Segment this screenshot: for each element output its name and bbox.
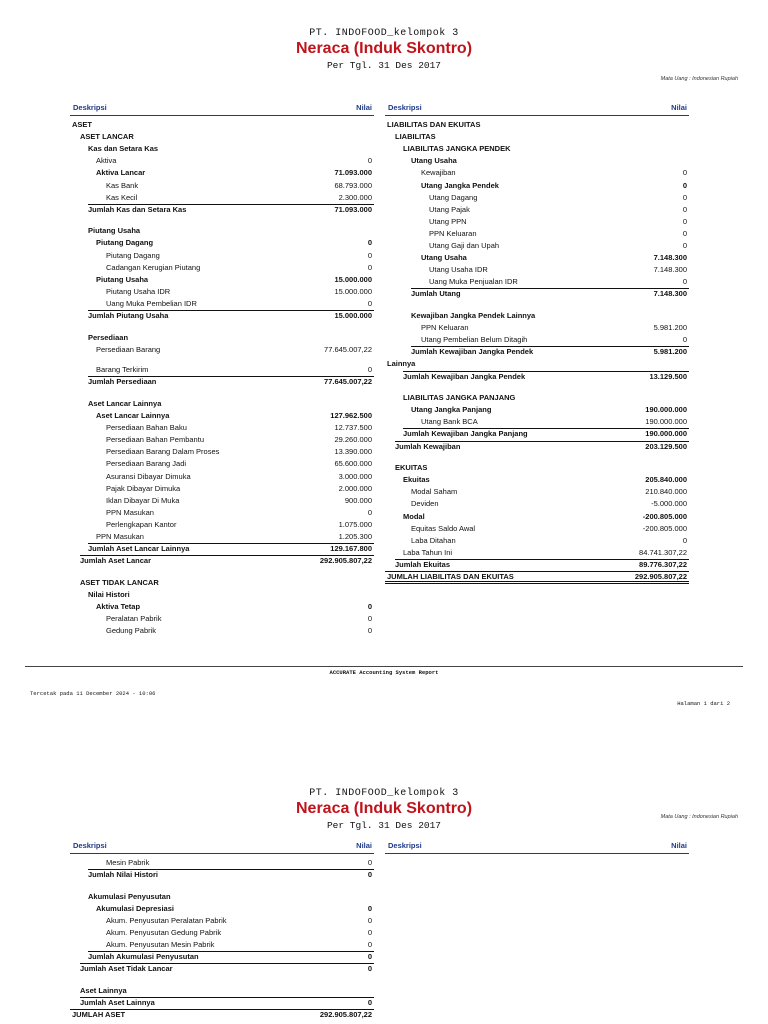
report-row (385, 392, 689, 403)
row-value: 3.000.000 (338, 471, 372, 481)
row-value: 77.645.007,22 (324, 377, 372, 387)
report-row (385, 474, 689, 485)
report-row (70, 519, 374, 530)
row-value: 7.148.300 (653, 253, 687, 263)
row-label: Kas Bank (106, 180, 139, 190)
row-value: 29.260.000 (334, 435, 372, 445)
row-label: ASET TIDAK LANCAR (80, 577, 159, 587)
report-row (70, 237, 374, 248)
row-label: Barang Terkirim (96, 365, 149, 375)
row-value: 0 (367, 870, 372, 880)
row-label: Jumlah Kewajiban Jangka Pendek (403, 371, 526, 381)
report-row (385, 252, 689, 263)
report-date: Per Tgl. 31 Des 2017 (326, 820, 442, 831)
row-value: 1.205.300 (338, 532, 372, 541)
row-label: Utang PPN (429, 216, 467, 226)
right-column-header (385, 103, 689, 116)
row-value: 210.840.000 (645, 487, 687, 497)
report-row (385, 371, 689, 382)
row-value: 84.741.307,22 (639, 547, 687, 557)
report-row (70, 262, 374, 273)
report-row (70, 286, 374, 297)
row-label: Modal Saham (411, 487, 458, 497)
row-label: Jumlah Aset Lainnya (80, 998, 155, 1007)
row-label: Asuransi Dibayar Dimuka (106, 471, 191, 481)
report-row (385, 462, 689, 473)
report-row (70, 398, 374, 409)
row-label: Kewajiban Jangka Pendek Lainnya (411, 311, 536, 320)
row-value: 0 (682, 204, 687, 214)
row-label: Lainnya (387, 359, 416, 369)
value-header: Nilai (356, 841, 372, 850)
row-value: 77.645.007,22 (324, 344, 372, 354)
row-value: 7.148.300 (653, 265, 687, 275)
desc-header: Deskripsi (388, 841, 422, 850)
report-row (70, 410, 374, 421)
row-label: Jumlah Kewajiban Jangka Panjang (403, 429, 528, 439)
row-value: 0 (367, 915, 372, 925)
row-label: LIABILITAS DAN EKUITAS (387, 120, 481, 129)
row-value: 203.129.500 (645, 441, 687, 451)
report-row (70, 891, 374, 902)
value-header: Nilai (671, 841, 687, 850)
row-label: Jumlah Kewajiban (395, 441, 461, 451)
report-row (70, 927, 374, 938)
row-label: Peralatan Pabrik (106, 614, 162, 624)
report-row (70, 180, 374, 191)
row-label: EKUITAS (395, 463, 428, 473)
row-label: Aktiva (96, 156, 117, 166)
report-row (70, 155, 374, 166)
report-row (385, 119, 689, 130)
row-label: Jumlah Nilai Histori (88, 870, 159, 880)
row-label: LIABILITAS JANGKA PANJANG (403, 393, 516, 403)
row-value: 7.148.300 (653, 289, 687, 299)
row-value: 71.093.000 (334, 168, 372, 178)
row-label: Aset Lancar Lainnya (88, 398, 162, 408)
row-label: Utang Usaha (421, 253, 467, 263)
row-label: Jumlah Aset Lancar (80, 556, 151, 566)
report-page-2 (0, 760, 768, 1024)
row-value: 0 (367, 507, 372, 517)
report-row (385, 498, 689, 509)
row-value: 0 (367, 903, 372, 913)
row-value: 0 (367, 602, 372, 611)
row-label: Jumlah Akumulasi Penyusutan (88, 952, 199, 962)
report-row (385, 441, 689, 452)
report-row (385, 571, 689, 582)
company-name: PT. INDOFOOD_kelompok 3 (309, 28, 459, 39)
report-row (70, 857, 374, 868)
row-value: 0 (367, 964, 372, 974)
report-row (70, 250, 374, 261)
row-value: 0 (367, 998, 372, 1007)
report-row (385, 535, 689, 546)
row-value: 0 (367, 365, 372, 375)
row-label: JUMLAH LIABILITAS DAN EKUITAS (387, 572, 514, 581)
row-value: 0 (682, 241, 687, 250)
report-row (70, 915, 374, 926)
footer-divider (25, 666, 743, 667)
report-row (70, 298, 374, 309)
report-row (70, 625, 374, 636)
report-row (70, 471, 374, 482)
report-row (70, 939, 374, 950)
row-value: 71.093.000 (334, 204, 372, 214)
row-label: Persediaan (88, 332, 129, 342)
row-label: PPN Keluaran (421, 323, 469, 333)
report-row (70, 167, 374, 178)
report-row (70, 434, 374, 445)
company-name: PT. INDOFOOD_kelompok 3 (309, 788, 459, 799)
row-value: 0 (682, 192, 687, 202)
report-row (385, 511, 689, 522)
report-row (385, 155, 689, 166)
row-label: Equitas Saldo Awal (411, 523, 476, 533)
row-label: Persediaan Bahan Baku (106, 423, 187, 433)
desc-header: Deskripsi (388, 103, 422, 112)
row-value: 0 (682, 228, 687, 238)
row-label: PPN Masukan (96, 532, 144, 541)
row-value: 1.075.000 (338, 519, 372, 529)
row-value: 0 (367, 614, 372, 624)
report-row (70, 555, 374, 566)
desc-header: Deskripsi (73, 841, 107, 850)
row-value: 0 (367, 928, 372, 937)
report-row (70, 589, 374, 600)
row-value: 0 (682, 535, 687, 545)
row-value: 0 (367, 858, 372, 867)
report-row (385, 240, 689, 251)
left-column-header (70, 841, 374, 854)
row-label: Jumlah Aset Lancar Lainnya (88, 544, 190, 554)
row-label: Utang Bank BCA (421, 417, 478, 427)
report-row (70, 483, 374, 494)
report-row (385, 322, 689, 333)
row-label: ASET (72, 120, 93, 129)
row-value: 0 (367, 940, 372, 950)
row-value: 89.776.307,22 (639, 559, 687, 569)
report-row (70, 274, 374, 285)
row-label: Akumulasi Penyusutan (88, 891, 171, 901)
row-label: Jumlah Kas dan Setara Kas (88, 204, 187, 214)
row-value: 68.793.000 (334, 180, 372, 190)
report-row (385, 228, 689, 239)
report-row (385, 358, 689, 369)
row-value: 292.905.807,22 (319, 556, 372, 566)
report-row (385, 523, 689, 534)
row-value: 15.000.000 (334, 274, 372, 284)
row-label: Utang Pajak (429, 204, 470, 214)
report-row (70, 446, 374, 457)
footer-page-info: Halaman 1 dari 2 (677, 700, 730, 707)
row-label: Utang Jangka Panjang (411, 405, 492, 415)
report-row (70, 119, 374, 130)
row-label: Akumulasi Depresiasi (96, 903, 174, 913)
row-label: Persediaan Barang Jadi (106, 459, 187, 469)
row-label: Jumlah Kewajiban Jangka Pendek (411, 347, 534, 357)
right-column-header (385, 841, 689, 854)
row-label: Kas dan Setara Kas (88, 144, 159, 154)
row-value: -200.805.000 (642, 523, 687, 533)
row-value: 0 (367, 626, 372, 636)
row-label: Utang Dagang (429, 192, 478, 202)
row-value: 292.905.807,22 (319, 1010, 372, 1020)
report-row (70, 458, 374, 469)
row-value: 0 (682, 216, 687, 226)
report-row (70, 543, 374, 554)
row-label: LIABILITAS (395, 132, 436, 142)
row-value: -200.805.000 (642, 511, 687, 521)
row-label: Piutang Usaha IDR (106, 286, 171, 296)
row-value: 5.981.200 (653, 347, 687, 357)
report-title: Neraca (Induk Skontro) (295, 40, 473, 57)
row-value: 190.000.000 (645, 405, 687, 415)
row-label: Laba Tahun Ini (403, 547, 453, 557)
report-row (385, 486, 689, 497)
currency-note: Mata Uang : Indonesian Rupiah (660, 76, 738, 82)
value-header: Nilai (356, 103, 372, 112)
desc-header: Deskripsi (73, 103, 107, 112)
row-label: Uang Muka Penjualan IDR (429, 277, 518, 287)
value-header: Nilai (671, 103, 687, 112)
report-row (385, 204, 689, 215)
row-label: Piutang Dagang (106, 250, 160, 260)
report-row (70, 903, 374, 914)
report-row (70, 531, 374, 542)
row-value: 190.000.000 (645, 429, 687, 439)
report-row (385, 334, 689, 345)
report-row (385, 416, 689, 427)
row-label: Aktiva Tetap (96, 602, 141, 611)
row-value: 2.300.000 (338, 192, 372, 202)
currency-note: Mata Uang : Indonesian Rupiah (660, 814, 738, 820)
row-value: 900.000 (344, 495, 372, 505)
row-label: Kewajiban (421, 168, 456, 178)
report-row (70, 143, 374, 154)
left-column-header (70, 103, 374, 116)
report-row (70, 204, 374, 215)
row-value: -5.000.000 (651, 499, 687, 509)
row-value: 0 (682, 335, 687, 345)
row-value: 13.129.500 (649, 371, 687, 381)
report-row (385, 276, 689, 287)
report-date: Per Tgl. 31 Des 2017 (326, 60, 442, 71)
row-label: Akum. Penyusutan Peralatan Pabrik (106, 915, 227, 925)
report-row (70, 1009, 374, 1020)
row-label: Persediaan Barang Dalam Proses (106, 447, 220, 457)
row-label: Piutang Usaha (96, 274, 149, 284)
row-value: 0 (682, 277, 687, 287)
row-label: Aset Lancar Lainnya (96, 411, 170, 420)
row-value: 292.905.807,22 (634, 572, 687, 581)
row-value: 15.000.000 (334, 286, 372, 296)
row-value: 2.000.000 (338, 483, 372, 493)
row-label: Piutang Dagang (96, 238, 154, 248)
row-value: 65.600.000 (334, 459, 372, 469)
row-label: Utang Usaha IDR (429, 265, 488, 275)
report-row (385, 143, 689, 154)
report-row (70, 192, 374, 203)
report-row (385, 167, 689, 178)
report-row (385, 180, 689, 191)
report-row (385, 404, 689, 415)
report-row (385, 288, 689, 299)
row-label: Utang Pembelian Belum Ditagih (421, 335, 528, 345)
report-row (385, 264, 689, 275)
row-label: Uang Muka Pembelian IDR (106, 298, 197, 308)
report-row (385, 547, 689, 558)
report-row (70, 422, 374, 433)
row-label: Perlengkapan Kantor (106, 519, 177, 529)
row-value: 0 (682, 180, 687, 190)
report-row (70, 332, 374, 343)
row-label: Akum. Penyusutan Gedung Pabrik (106, 928, 222, 937)
row-value: 0 (367, 250, 372, 260)
row-label: JUMLAH ASET (72, 1010, 126, 1020)
row-value: 127.962.500 (330, 411, 372, 420)
row-label: Jumlah Persediaan (88, 377, 157, 387)
row-label: Utang Jangka Pendek (421, 180, 499, 190)
row-value: 205.840.000 (645, 475, 687, 485)
row-label: Iklan Dibayar Di Muka (106, 495, 180, 505)
report-row (70, 495, 374, 506)
report-row (70, 507, 374, 518)
report-row (385, 428, 689, 439)
report-row (385, 559, 689, 570)
report-row (70, 869, 374, 880)
footer-system: ACCURATE Accounting System Report (329, 669, 439, 676)
row-value: 5.981.200 (653, 323, 687, 333)
row-label: Pajak Dibayar Dimuka (106, 483, 181, 493)
row-value: 129.167.800 (330, 544, 372, 554)
report-row (70, 364, 374, 375)
row-label: Aset Lainnya (80, 985, 127, 995)
row-label: Mesin Pabrik (106, 858, 150, 867)
row-label: LIABILITAS JANGKA PENDEK (403, 144, 511, 154)
row-label: Akum. Penyusutan Mesin Pabrik (106, 940, 215, 950)
row-value: 15.000.000 (334, 311, 372, 320)
report-row (70, 613, 374, 624)
row-label: Jumlah Utang (411, 289, 461, 299)
report-row (385, 131, 689, 142)
row-label: Persediaan Bahan Pembantu (106, 435, 204, 445)
report-row (70, 985, 374, 996)
row-label: Deviden (411, 499, 439, 509)
row-label: Gedung Pabrik (106, 626, 157, 636)
row-label: Cadangan Kerugian Piutang (106, 262, 201, 272)
report-row (385, 310, 689, 321)
row-label: Aktiva Lancar (96, 168, 146, 178)
row-value: 0 (367, 298, 372, 308)
row-label: PPN Masukan (106, 507, 154, 517)
report-row (70, 344, 374, 355)
row-label: Utang Usaha (411, 156, 457, 166)
row-label: Laba Ditahan (411, 535, 456, 545)
row-value: 12.737.500 (334, 423, 372, 433)
report-row (70, 951, 374, 962)
row-label: Modal (403, 511, 425, 521)
report-row (70, 131, 374, 142)
row-label: Jumlah Piutang Usaha (88, 311, 169, 320)
row-label: Jumlah Aset Tidak Lancar (80, 964, 173, 974)
report-row (385, 192, 689, 203)
row-label: Nilai Histori (88, 589, 130, 599)
row-value: 0 (682, 168, 687, 178)
row-label: ASET LANCAR (80, 132, 134, 142)
report-title: Neraca (Induk Skontro) (295, 800, 473, 817)
row-value: 0 (367, 238, 372, 248)
row-label: PPN Keluaran (429, 228, 477, 238)
report-row (385, 216, 689, 227)
report-row (70, 601, 374, 612)
row-label: Persediaan Barang (96, 344, 161, 354)
row-label: Ekuitas (403, 475, 430, 485)
row-label: Kas Kecil (106, 192, 138, 202)
report-row (70, 310, 374, 321)
row-label: Utang Gaji dan Upah (429, 241, 500, 250)
row-label: Piutang Usaha (88, 226, 141, 236)
report-row (70, 997, 374, 1008)
report-row (70, 963, 374, 974)
row-label: Jumlah Ekuitas (395, 559, 451, 569)
row-value: 13.390.000 (334, 447, 372, 457)
footer-printed: Tercetak pada 11 December 2024 - 10:06 (30, 690, 156, 697)
row-value: 0 (367, 262, 372, 272)
row-value: 0 (367, 156, 372, 166)
row-value: 190.000.000 (645, 417, 687, 427)
report-row (70, 376, 374, 387)
report-row (70, 225, 374, 236)
report-row (70, 577, 374, 588)
report-row (385, 346, 689, 357)
row-value: 0 (367, 952, 372, 962)
